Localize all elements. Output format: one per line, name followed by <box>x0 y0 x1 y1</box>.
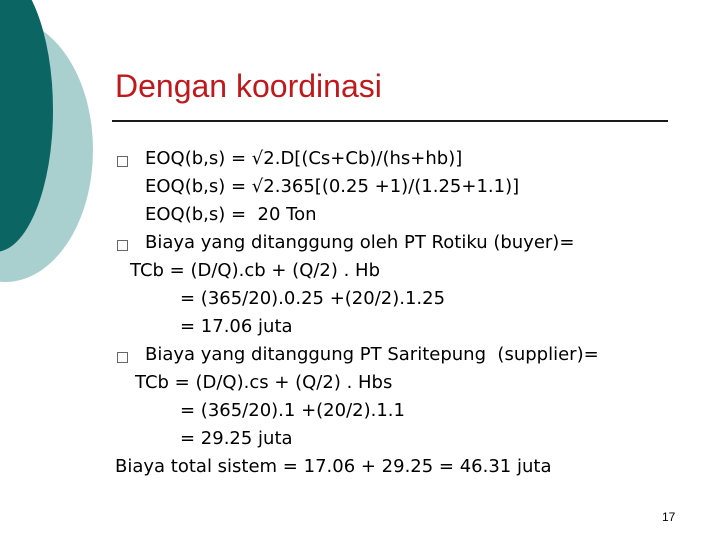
body-line: EOQ(b,s) = √2.D[(Cs+Cb)/(hs+hb)] <box>145 148 463 169</box>
body-line: = (365/20).0.25 +(20/2).1.25 <box>180 288 446 309</box>
body-line: TCb = (D/Q).cs + (Q/2) . Hbs <box>135 372 393 393</box>
body-line: Biaya yang ditanggung PT Saritepung (supplier)= <box>145 344 599 365</box>
bullet-icon <box>117 240 128 251</box>
bullet-icon <box>117 352 128 363</box>
body-line: EOQ(b,s) = 20 Ton <box>145 204 317 225</box>
body-line: = 17.06 juta <box>180 316 293 337</box>
bullet-icon <box>117 156 128 167</box>
body-line: = (365/20).1 +(20/2).1.1 <box>180 400 405 421</box>
body-line: = 29.25 juta <box>180 428 293 449</box>
slide-title: Dengan koordinasi <box>115 68 382 104</box>
page-number: 17 <box>662 510 676 524</box>
body-line: Biaya yang ditanggung oleh PT Rotiku (buyer)= <box>145 232 575 253</box>
decorative-shapes <box>0 0 100 290</box>
body-line: EOQ(b,s) = √2.365[(0.25 +1)/(1.25+1.1)] <box>145 176 520 197</box>
title-divider <box>112 120 668 122</box>
body-line: TCb = (D/Q).cb + (Q/2) . Hb <box>130 260 381 281</box>
body-line: Biaya total sistem = 17.06 + 29.25 = 46.31 juta <box>115 456 552 477</box>
